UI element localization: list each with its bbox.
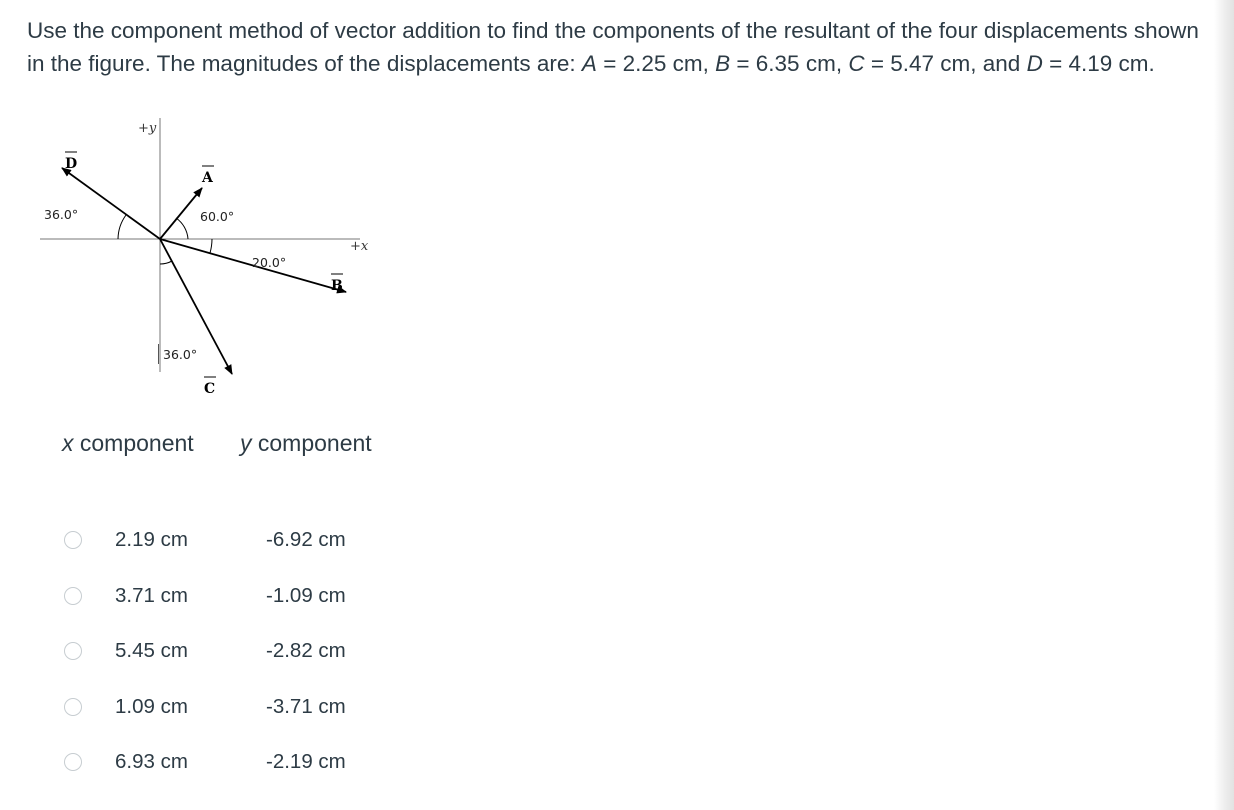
page-edge-shadow xyxy=(1214,0,1234,810)
answer-y-value: -1.09 cm xyxy=(266,584,346,607)
vector-d-label: D xyxy=(65,156,78,172)
answer-x-value: 1.09 cm xyxy=(115,695,188,718)
answer-y-value: -6.92 cm xyxy=(266,528,346,551)
question-b-value: = 6.35 cm, xyxy=(730,51,849,76)
radio-button[interactable] xyxy=(64,587,82,605)
y-component-header xyxy=(240,430,372,457)
y-header-symbol: y xyxy=(240,430,252,456)
radio-button[interactable] xyxy=(64,531,82,549)
question-a-value: = 2.25 cm, xyxy=(596,51,716,76)
x-component-header xyxy=(62,430,194,457)
answer-x-value: 6.93 cm xyxy=(115,750,188,773)
question-intro: Use the component method of vector addition to find the components of the resultant of the four displacements shown in the figure. The magnitudes of the displacements are: xyxy=(27,18,1199,76)
radio-button[interactable] xyxy=(64,753,82,771)
answer-x-value: 3.71 cm xyxy=(115,584,188,607)
angle-arc-d xyxy=(118,215,126,239)
answer-option-1[interactable] xyxy=(64,526,424,556)
question-d-value: = 4.19 cm. xyxy=(1042,51,1155,76)
vector-a-arrow xyxy=(160,188,202,239)
angle-label-c: 36.0° xyxy=(163,347,198,362)
vector-figure xyxy=(30,112,390,412)
angle-arc-b xyxy=(210,239,212,253)
x-axis-label: +x xyxy=(350,239,369,254)
answer-y-value: -3.71 cm xyxy=(266,695,346,718)
answer-option-5[interactable] xyxy=(64,748,424,778)
radio-button[interactable] xyxy=(64,642,82,660)
question-a-symbol: A xyxy=(581,51,597,76)
vector-b-label: B xyxy=(331,278,343,294)
vector-c-label: C xyxy=(204,381,216,397)
answer-option-3[interactable] xyxy=(64,637,424,667)
answer-y-value: -2.19 cm xyxy=(266,750,346,773)
y-axis-label: +y xyxy=(138,121,157,136)
angle-arc-c xyxy=(160,261,172,264)
answer-y-value: -2.82 cm xyxy=(266,639,346,662)
angle-c-box-edge xyxy=(158,344,159,364)
angle-label-d: 36.0° xyxy=(44,207,79,222)
question-c-value: = 5.47 cm, and xyxy=(864,51,1027,76)
question-c-symbol: C xyxy=(848,51,865,76)
answer-x-value: 5.45 cm xyxy=(115,639,188,662)
question-text xyxy=(27,14,1207,80)
angle-label-b: 20.0° xyxy=(252,255,287,270)
vector-d-arrow xyxy=(62,168,160,239)
y-header-word: component xyxy=(251,430,372,456)
x-header-symbol: x xyxy=(62,430,74,456)
angle-arc-a xyxy=(176,218,188,239)
answer-option-2[interactable] xyxy=(64,582,424,612)
x-header-word: component xyxy=(73,430,194,456)
angle-label-a: 60.0° xyxy=(200,209,235,224)
question-b-symbol: B xyxy=(715,51,731,76)
answer-option-4[interactable] xyxy=(64,693,424,723)
radio-button[interactable] xyxy=(64,698,82,716)
answer-x-value: 2.19 cm xyxy=(115,528,188,551)
question-d-symbol: D xyxy=(1026,51,1043,76)
vector-a-label: A xyxy=(202,170,213,186)
